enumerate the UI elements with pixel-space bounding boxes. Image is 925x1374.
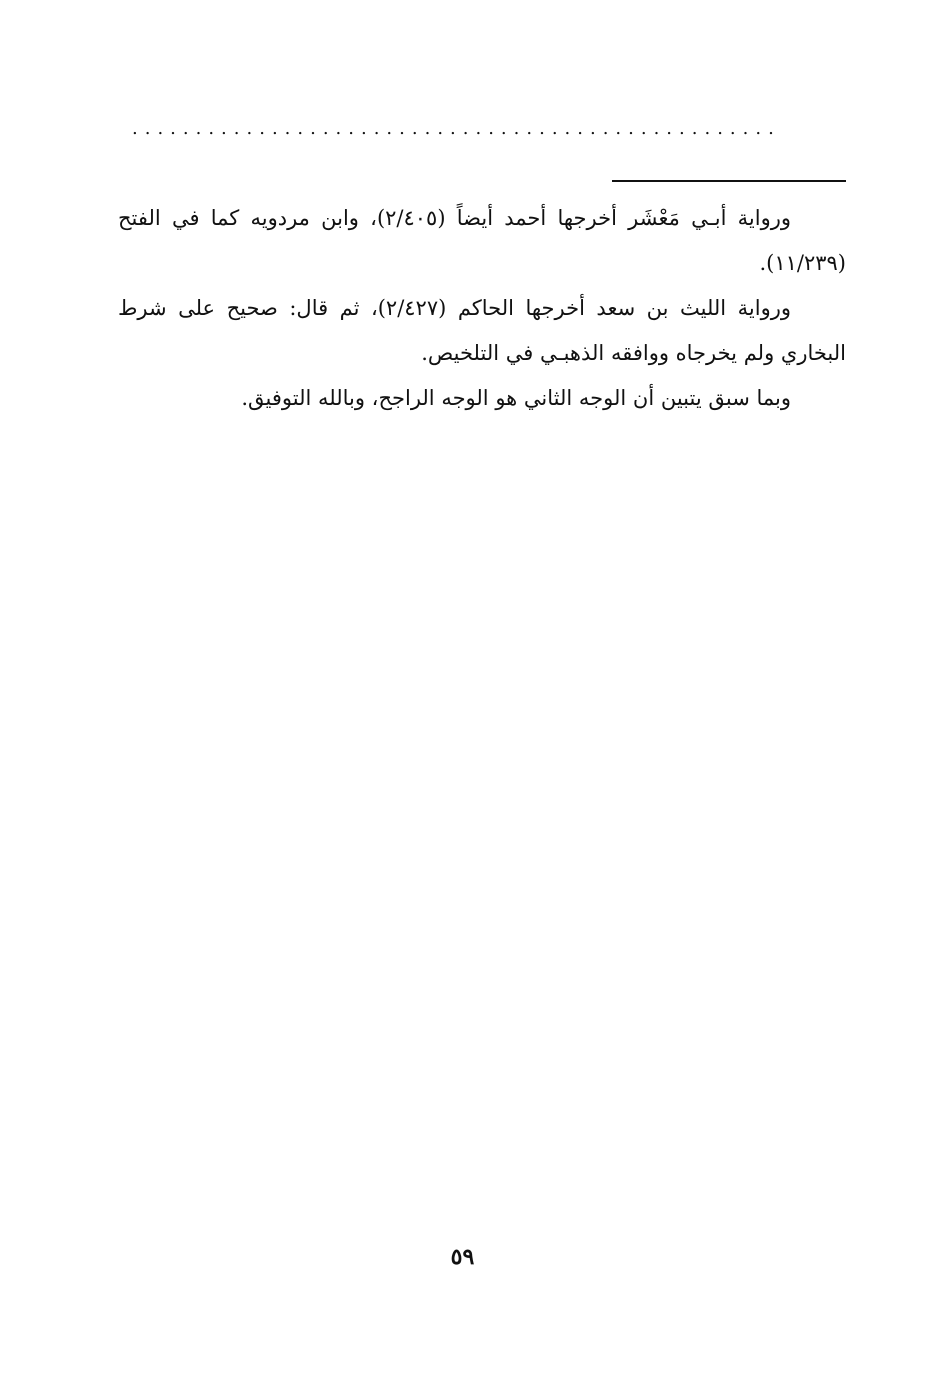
footnote-rule (612, 180, 846, 182)
footnote-paragraph-conclusion: وبما سبق يتبين أن الوجه الثاني هو الوجه الراجح، وبالله التوفيق. (241, 386, 791, 410)
footnotes-block (118, 196, 846, 421)
dotted-separator: ................................................... (132, 118, 781, 138)
footnote-paragraph-abu-mashar: ورواية أبـي مَعْشَر أخرجها أحمد أيضاً (٢/٤٠٥)، وابن مردويه كما في الفتح (١١/٢٣٩). (118, 206, 846, 275)
page-number: ٥٩ (450, 1244, 475, 1270)
footnote-paragraph-layth: ورواية الليث بن سعد أخرجها الحاكم (٢/٤٢٧)، ثم قال: صحيح على شرط البخاري ولم يخرجاه ووافقه الذهبـي في التلخيص. (118, 296, 846, 365)
